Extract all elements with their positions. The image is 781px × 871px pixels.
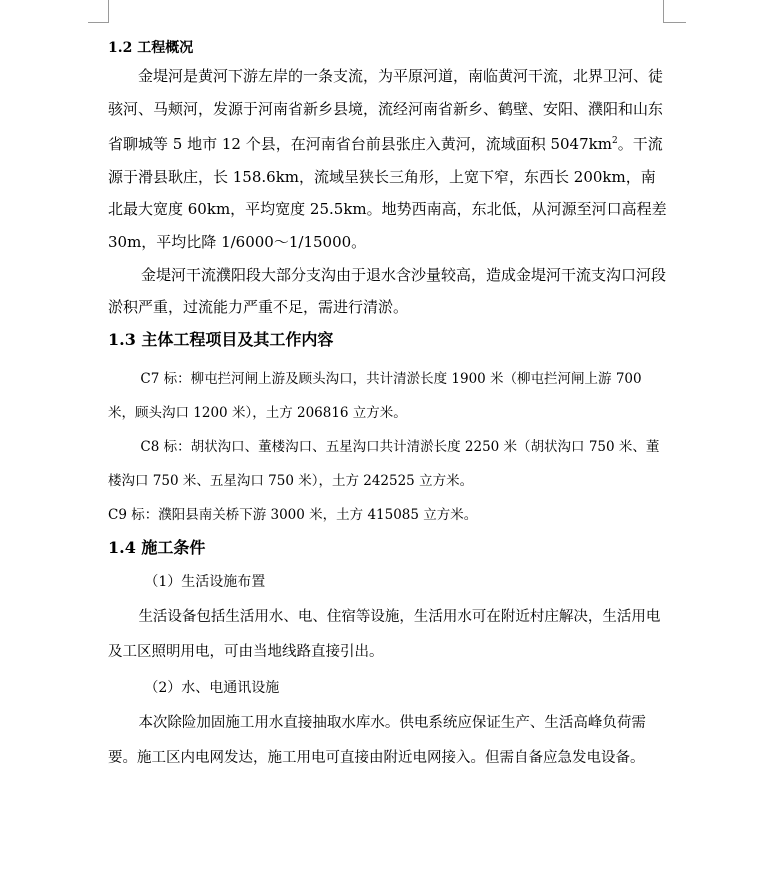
paragraph-overview-1: 金堤河是黄河下游左岸的一条支流，为平原河道，南临黄河干流，北界卫河、徒骇河、马颊河，发源于河南省新乡县境，流经河南省新乡、鹤壁、安阳、濮阳和山东省聊城等 5 地市 12 个县，在河南省台前县张庄入黄河，流域面积 $5047km^2$。干流源于滑县耿庄，长 158.6km，流域呈狭长三角形，上宽下窄，东西长 200km，南北最大宽度 60km，平均宽度 25.5km。地势西南高，东北低，从河源至河口高程差 30m，平均比降 1/6000～1/15000。 bbox=[108, 67, 667, 251]
superscript-2: 2 bbox=[611, 136, 618, 147]
paragraph-c7: C7 标：柳屯拦河闸上游及顾头沟口，共计清淤长度 1900 米（柳屯拦河闸上游 700 米，顾头沟口 1200 米），土方 206816 立方米。 bbox=[108, 370, 642, 421]
subheading-living-facilities: （1）生活设施布置 bbox=[144, 573, 266, 590]
paragraph-living-facilities: 生活设备包括生活用水、电、住宿等设施，生活用水可在附近村庄解决，生活用电及工区照明用电，可由当地线路直接引出。 bbox=[108, 608, 661, 660]
heading-1-3: 1.3 主体工程项目及其工作内容 bbox=[108, 329, 334, 349]
paragraph-overview-2: 金堤河干流濮阳段大部分支沟由于退水含沙量较高，造成金堤河干流支沟口河段淤积严重，过流能力严重不足，需进行清淤。 bbox=[108, 265, 667, 317]
heading-1-4: 1.4 施工条件 bbox=[108, 537, 206, 557]
paragraph-water-power: 本次除险加固施工用水直接抽取水库水。供电系统应保证生产、生活高峰负荷需要。施工区内电网发达，施工用电可直接由附近电网接入。但需自备应急发电设备。 bbox=[108, 714, 646, 766]
document-body[interactable] bbox=[108, 36, 668, 776]
page-corner-mark-top-right bbox=[663, 0, 686, 23]
paragraph-c8: C8 标：胡状沟口、董楼沟口、五星沟口共计清淤长度 2250 米（胡状沟口 750 米、董楼沟口 750 米、五星沟口 750 米），土方 242525 立方米。 bbox=[108, 438, 660, 489]
subheading-water-power: （2）水、电通讯设施 bbox=[144, 679, 280, 696]
page-corner-mark-top-left bbox=[88, 0, 109, 23]
paragraph-c9: C9 标：濮阳县南关桥下游 3000 米，土方 415085 立方米。 bbox=[108, 506, 478, 523]
heading-1-2: 1.2 工程概况 bbox=[108, 40, 194, 56]
